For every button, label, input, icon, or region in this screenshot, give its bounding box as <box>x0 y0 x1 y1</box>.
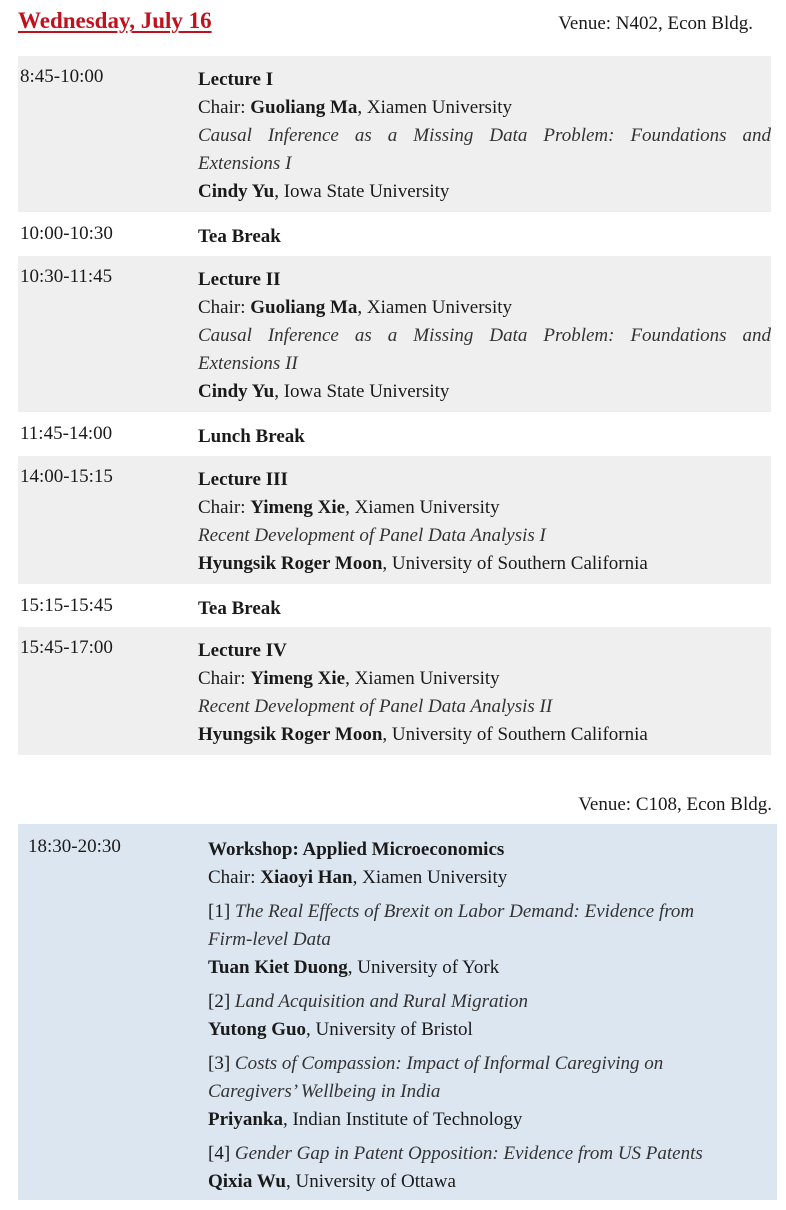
paper-author: Qixia Wu, University of Ottawa <box>208 1171 456 1192</box>
session-block <box>18 56 771 212</box>
session-time: 10:00-10:30 <box>20 223 113 244</box>
talk-title: Recent Development of Panel Data Analysis I <box>198 525 546 546</box>
talk-title-cont: Extensions I <box>198 153 292 174</box>
speaker: Hyungsik Roger Moon, University of Southern California <box>198 724 648 745</box>
venue-label: Venue: C108, Econ Bldg. <box>578 794 772 815</box>
paper-item <box>208 988 777 1044</box>
break-title: Tea Break <box>198 598 281 619</box>
session-chair: Chair: Guoliang Ma, Xiamen University <box>198 297 513 318</box>
break-block <box>18 585 771 627</box>
break-title: Tea Break <box>198 226 281 247</box>
paper-item <box>208 1140 777 1196</box>
session-title: Lecture I <box>198 69 274 90</box>
speaker: Hyungsik Roger Moon, University of Southern California <box>198 553 648 574</box>
paper-number: [2] <box>208 991 235 1012</box>
paper-item <box>208 898 777 982</box>
speaker: Cindy Yu, Iowa State University <box>198 381 450 402</box>
paper-number: [4] <box>208 1143 235 1164</box>
paper-author: Tuan Kiet Duong, University of York <box>208 957 500 978</box>
session-chair: Chair: Guoliang Ma, Xiamen University <box>198 97 513 118</box>
session-block <box>18 456 771 584</box>
paper-title: Gender Gap in Patent Opposition: Evidence from US Patents <box>234 1143 703 1164</box>
paper-title: Land Acquisition and Rural Migration <box>234 991 529 1012</box>
speaker: Cindy Yu, Iowa State University <box>198 181 450 202</box>
session-title: Lecture III <box>198 469 288 490</box>
page-title: Wednesday, July 16 <box>18 8 212 33</box>
session-time: 14:00-15:15 <box>20 466 113 487</box>
session-time: 10:30-11:45 <box>20 266 113 287</box>
talk-title: Recent Development of Panel Data Analysis II <box>198 696 553 717</box>
paper-title-cont: Firm-level Data <box>208 929 331 950</box>
workshop-title: Workshop: Applied Microeconomics <box>208 839 505 860</box>
session-time: 11:45-14:00 <box>20 423 113 444</box>
break-title: Lunch Break <box>198 426 305 447</box>
paper-item <box>208 1050 777 1134</box>
session-chair: Chair: Yimeng Xie, Xiamen University <box>198 497 500 518</box>
session-block <box>18 627 771 755</box>
paper-title-cont: Caregivers’ Wellbeing in India <box>208 1081 441 1102</box>
talk-title-cont: Extensions II <box>198 353 298 374</box>
paper-title: Costs of Compassion: Impact of Informal Caregiving on <box>234 1053 664 1074</box>
paper-author: Yutong Guo, University of Bristol <box>208 1019 473 1040</box>
session-title: Lecture II <box>198 269 281 290</box>
session-chair: Chair: Xiaoyi Han, Xiamen University <box>208 867 508 888</box>
paper-title: The Real Effects of Brexit on Labor Demand: Evidence from <box>234 901 695 922</box>
talk-title: Causal Inference as a Missing Data Problem: Foundations and <box>198 325 771 346</box>
paper-author: Priyanka, Indian Institute of Technology <box>208 1109 523 1130</box>
session-block <box>18 256 771 412</box>
session-chair: Chair: Yimeng Xie, Xiamen University <box>198 668 500 689</box>
session-title: Lecture IV <box>198 640 287 661</box>
session-time: 8:45-10:00 <box>20 66 104 87</box>
session-time: 18:30-20:30 <box>28 836 121 857</box>
venue-label: Venue: N402, Econ Bldg. <box>558 13 753 34</box>
session-time: 15:15-15:45 <box>20 595 113 616</box>
session-time: 15:45-17:00 <box>20 637 113 658</box>
paper-number: [3] <box>208 1053 235 1074</box>
talk-title: Causal Inference as a Missing Data Problem: Foundations and <box>198 125 771 146</box>
break-block <box>18 413 771 455</box>
workshop-block <box>18 824 777 1200</box>
paper-number: [1] <box>208 901 235 922</box>
break-block <box>18 213 771 255</box>
